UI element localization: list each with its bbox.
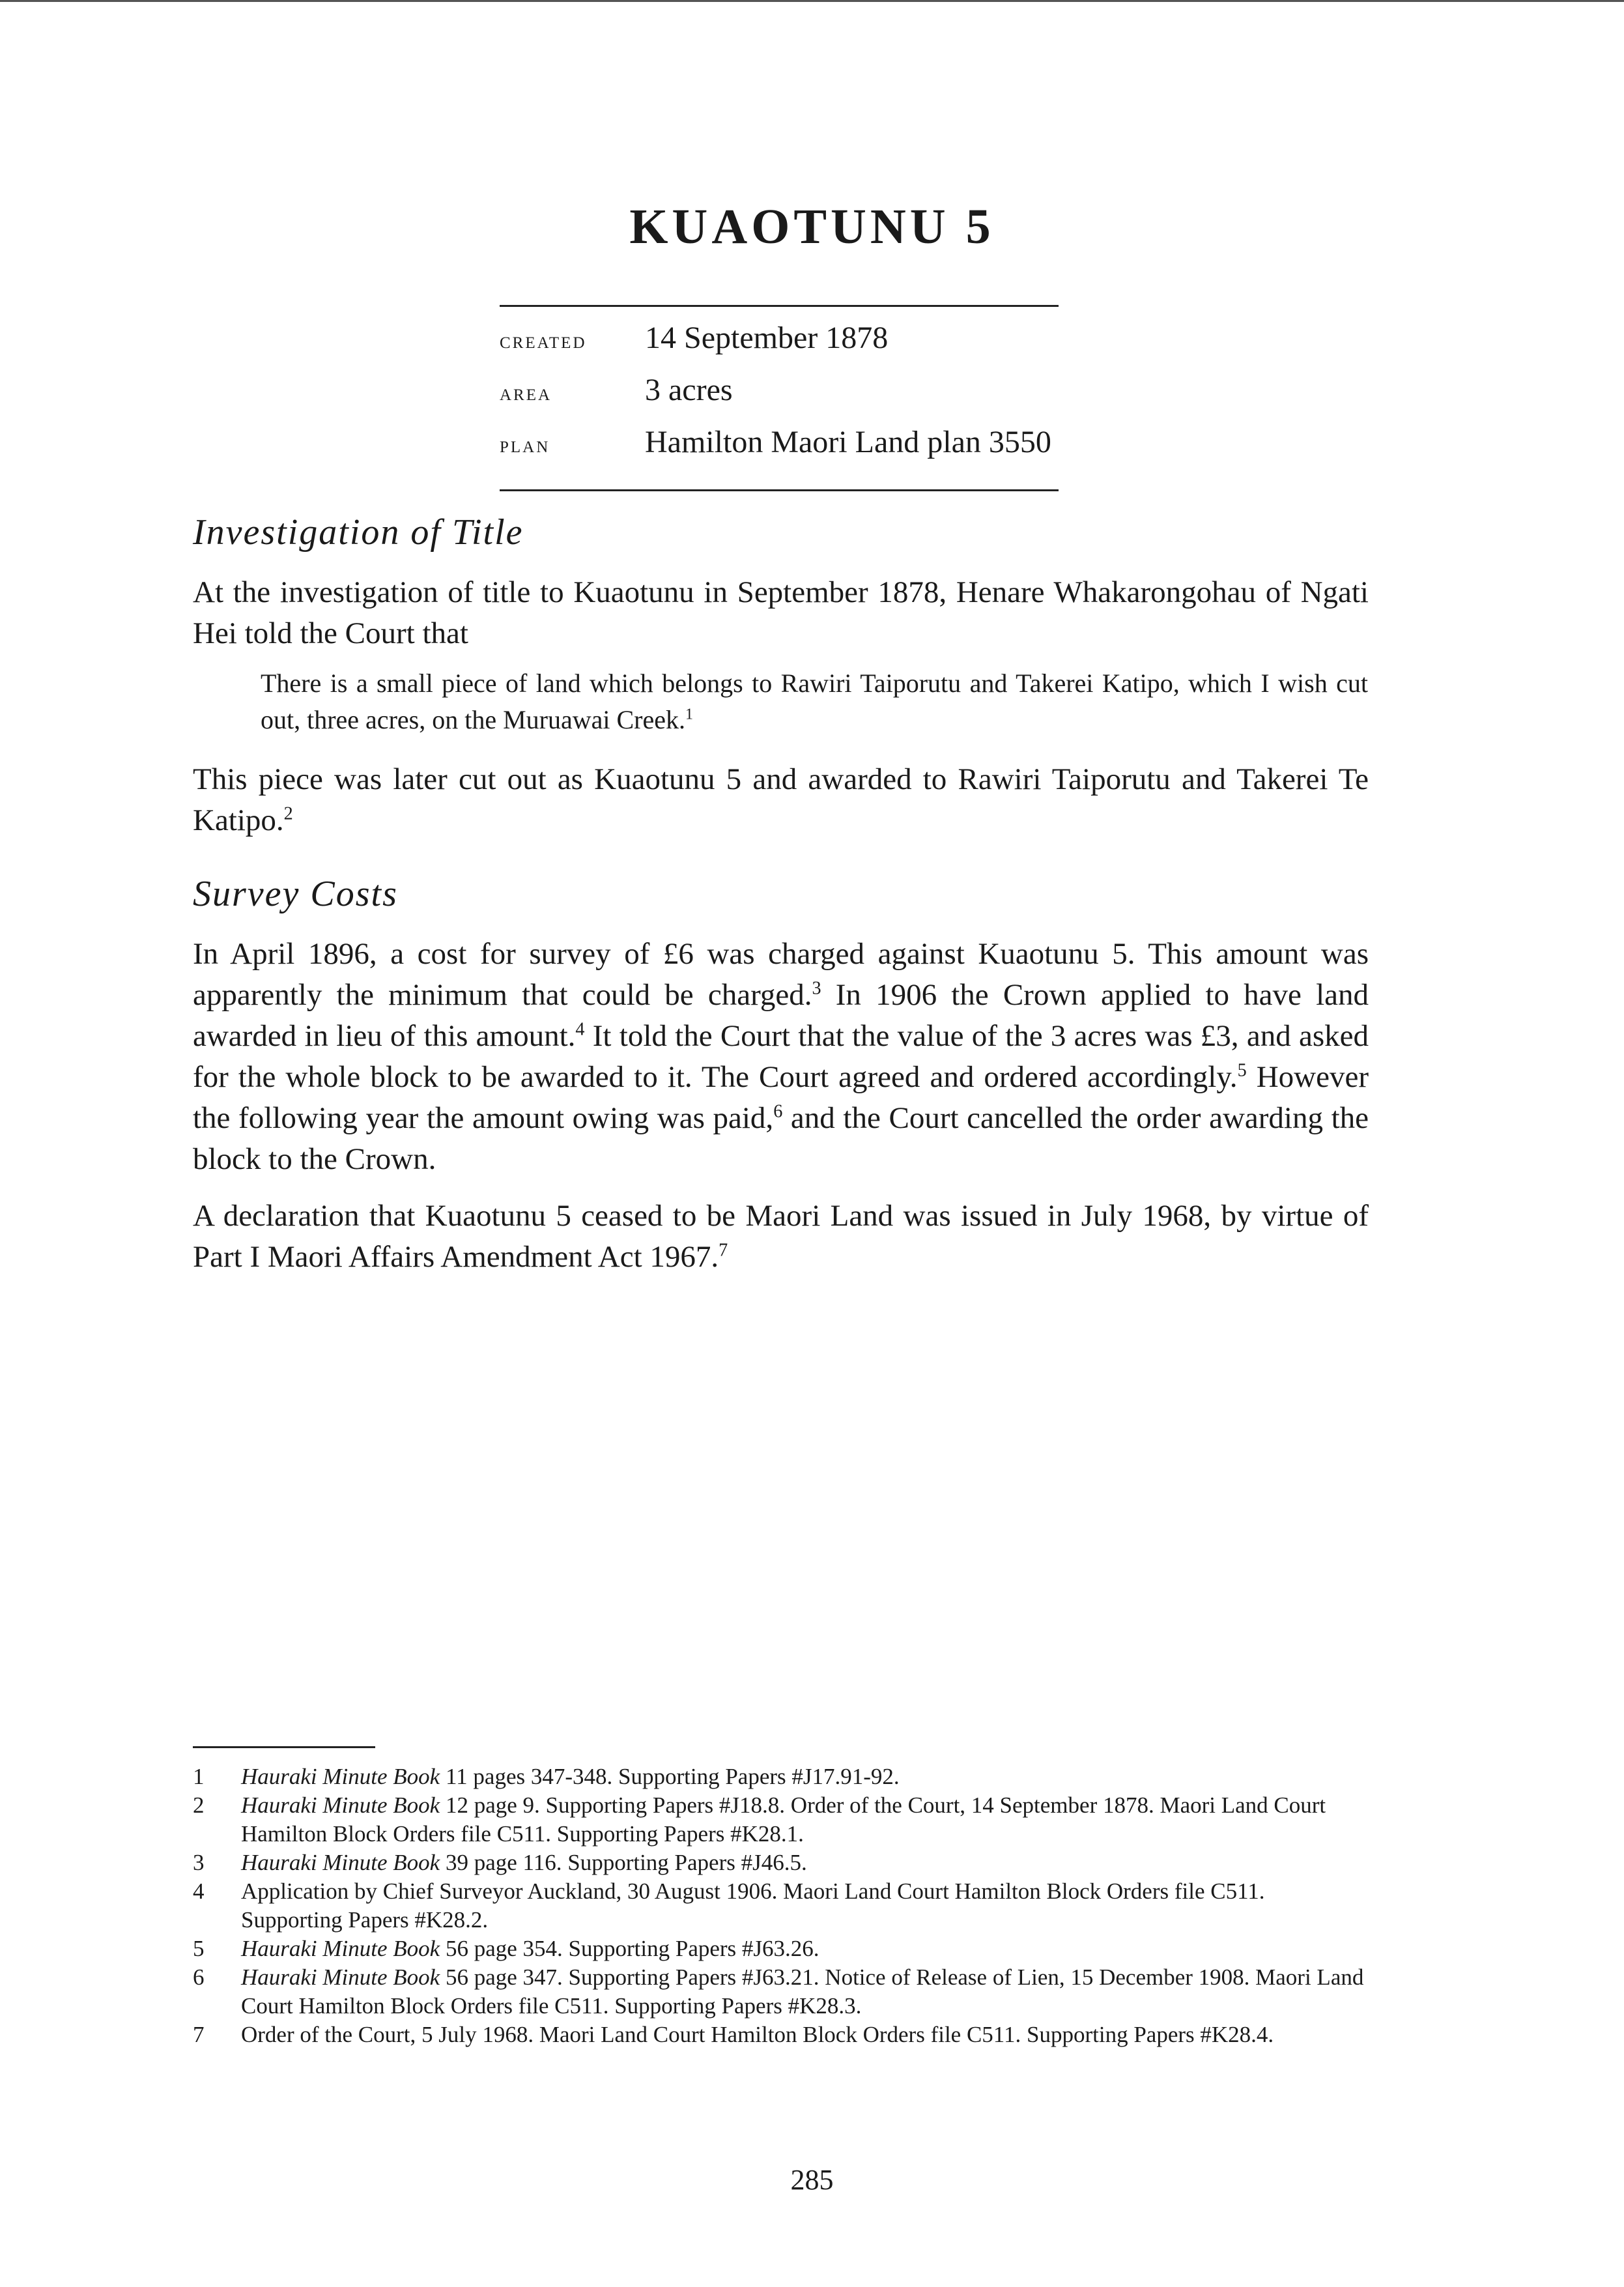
footnote-item [193, 2021, 1369, 2049]
footnote-detail: 39 page 116. Supporting Papers #J46.5. [440, 1850, 807, 1875]
footnote-source-title: Hauraki Minute Book [241, 1792, 440, 1818]
block-metadata-table [500, 305, 1059, 491]
footnote-text [241, 1848, 1369, 1877]
footnote-text [241, 2021, 1369, 2049]
footnote-detail: Order of the Court, 5 July 1968. Maori Land Court Hamilton Block Orders file C511. Supporting Papers #K28.4. [241, 2022, 1274, 2047]
meta-label: area [500, 379, 552, 405]
footnote-text [241, 1791, 1369, 1848]
footnote-text [241, 1963, 1369, 2021]
paragraph-text: and the Court cancelled the order awarding the block to the Crown. [193, 1101, 1369, 1176]
footnote-ref: 2 [283, 803, 293, 824]
section-heading-survey: Survey Costs [193, 874, 398, 914]
meta-value: 3 acres [645, 373, 733, 407]
footnote-number: 5 [193, 1936, 205, 1961]
footnote-item [193, 1762, 1369, 1791]
footnote-item [193, 1935, 1369, 1963]
footnote-text [241, 1877, 1369, 1935]
paragraph-text: It told the Court that the value of the 3 acres was £3, and asked for the whole block to be awarded to it. The Court agreed and ordered accordingly. [193, 1019, 1369, 1094]
paragraph-text: In April 1896, a cost for survey of £6 was charged against Kuaotunu 5. This amount was apparently the minimum that could be charged. [193, 937, 1369, 1012]
footnote-ref: 7 [719, 1240, 728, 1261]
footnote-divider [193, 1746, 375, 1748]
quote-text: There is a small piece of land which belongs to Rawiri Taiporutu and Takerei Katipo, which I wish cut out, three acres, on the Muruawai Creek. [261, 669, 1368, 734]
footnote-number: 3 [193, 1850, 205, 1875]
footnotes-list [193, 1762, 1369, 2049]
footnote-ref: 6 [773, 1101, 783, 1122]
block-quote [261, 665, 1368, 738]
footnote-text [241, 1762, 1369, 1791]
meta-value: 14 September 1878 [645, 321, 889, 355]
page-title: KUAOTUNU 5 [629, 199, 995, 254]
meta-row-created [500, 320, 1059, 372]
footnote-item [193, 1877, 1369, 1935]
footnote-ref: 4 [575, 1019, 585, 1040]
footnote-number: 2 [193, 1792, 205, 1818]
footnote-source-title: Hauraki Minute Book [241, 1764, 440, 1789]
survey-paragraph-2 [193, 1196, 1369, 1278]
footnote-detail: Application by Chief Surveyor Auckland, 30 August 1906. Maori Land Court Hamilton Block Orders file C511. Supporting Papers #K28.2. [241, 1878, 1265, 1933]
footnote-detail: 56 page 354. Supporting Papers #J63.26. [440, 1936, 819, 1961]
page-number: 285 [790, 2164, 834, 2196]
footnote-item [193, 1848, 1369, 1877]
meta-row-area [500, 372, 1059, 424]
footnote-detail: 11 pages 347-348. Supporting Papers #J17.91-92. [440, 1764, 900, 1789]
meta-label: created [500, 327, 587, 353]
footnote-ref: 1 [685, 706, 693, 723]
footnote-detail: 56 page 347. Supporting Papers #J63.21. Notice of Release of Lien, 15 December 1908. Maori Land Court Hamilton Block Orders file C511. Supporting Papers #K28.3. [241, 1964, 1364, 2019]
investigation-paragraph-2 [193, 759, 1369, 841]
footnote-ref: 3 [812, 978, 821, 999]
investigation-paragraph-1: At the investigation of title to Kuaotunu in September 1878, Henare Whakarongohau of Ngati Hei told the Court that [193, 575, 1369, 650]
footnote-ref: 5 [1237, 1060, 1247, 1081]
paragraph-text: A declaration that Kuaotunu 5 ceased to be Maori Land was issued in July 1968, by virtue of Part I Maori Affairs Amendment Act 1967. [193, 1199, 1369, 1274]
footnote-source-title: Hauraki Minute Book [241, 1964, 440, 1990]
paragraph-text: However the following year the amount owing was paid, [193, 1060, 1369, 1135]
footnote-source-title: Hauraki Minute Book [241, 1850, 440, 1875]
paragraph-text: This piece was later cut out as Kuaotunu 5 and awarded to Rawiri Taiporutu and Takerei Te Katipo. [193, 762, 1369, 837]
footnote-source-title: Hauraki Minute Book [241, 1936, 440, 1961]
footnote-number: 1 [193, 1764, 205, 1789]
paragraph-text: In 1906 the Crown applied to have land awarded in lieu of this amount. [193, 978, 1369, 1053]
section-heading-investigation: Investigation of Title [193, 512, 524, 553]
meta-row-plan [500, 424, 1059, 476]
survey-paragraph-1 [193, 934, 1369, 1180]
footnote-number: 7 [193, 2022, 205, 2047]
footnote-item [193, 1791, 1369, 1848]
meta-label: plan [500, 431, 550, 457]
meta-value: Hamilton Maori Land plan 3550 [645, 425, 1051, 459]
footnote-detail: 12 page 9. Supporting Papers #J18.8. Order of the Court, 14 September 1878. Maori Land Court Hamilton Block Orders file C511. Supporting Papers #K28.1. [241, 1792, 1326, 1847]
footnote-number: 4 [193, 1878, 205, 1904]
footnote-text [241, 1935, 1369, 1963]
footnote-item [193, 1963, 1369, 2021]
footnote-number: 6 [193, 1964, 205, 1990]
top-border-line [0, 0, 1624, 2]
